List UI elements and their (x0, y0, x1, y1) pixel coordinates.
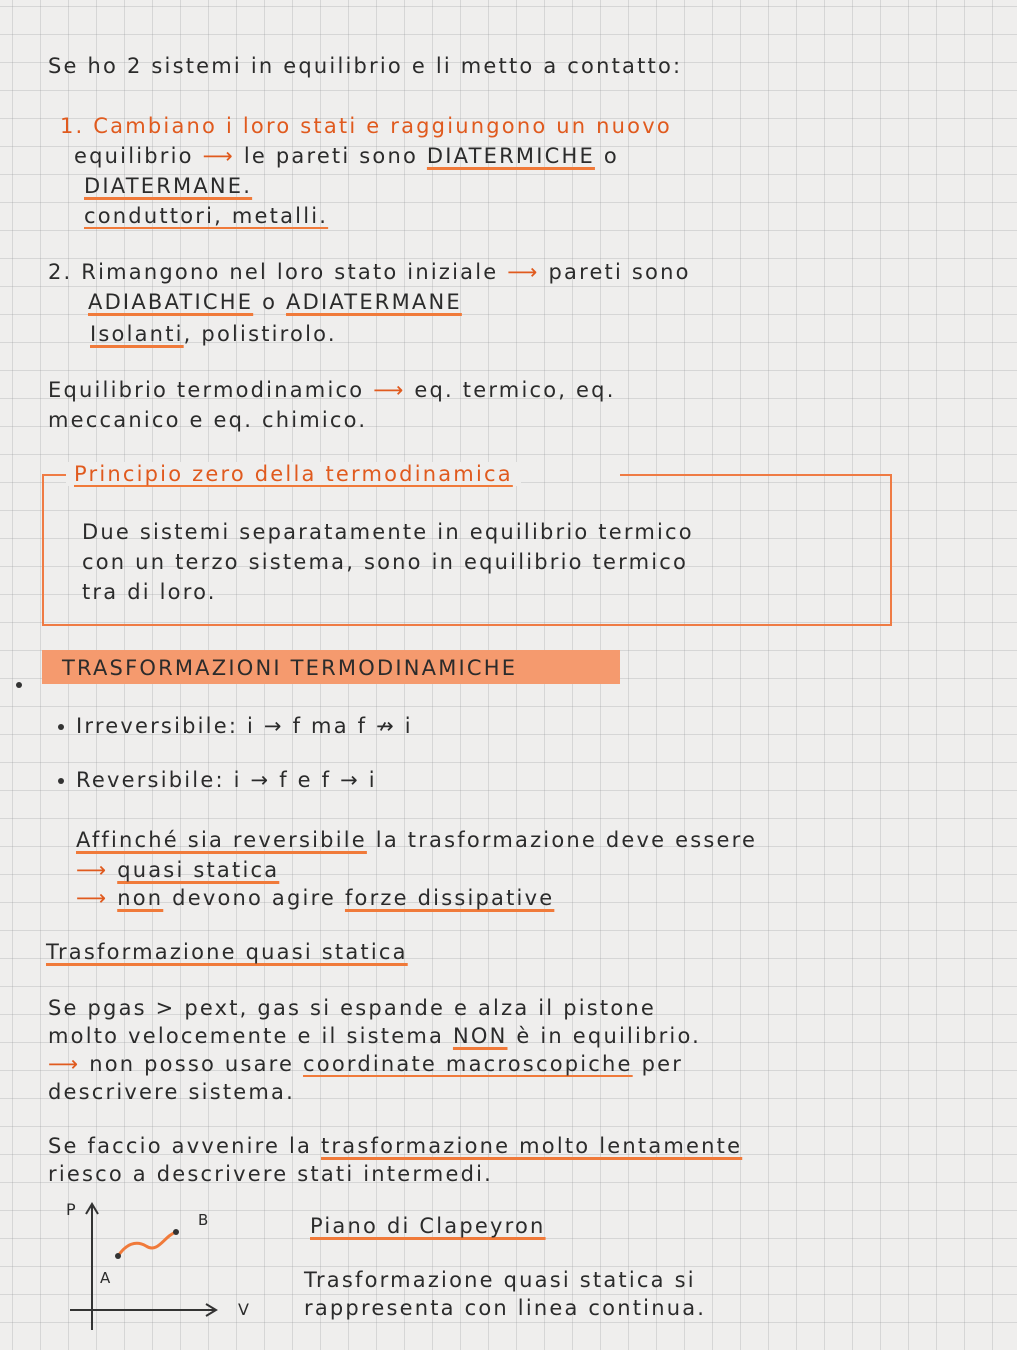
arrow-icon: ⟶ (507, 260, 540, 284)
point-b-dot (173, 1229, 179, 1235)
term-diatermane: DIATERMANE. (84, 174, 253, 198)
transformation-curve (118, 1232, 176, 1256)
reversibile-label: Reversibile: (76, 768, 225, 792)
qs-p1-line1: Se pgas > pext, gas si espande e alza il pistone (48, 996, 657, 1020)
term-adiatermane: ADIATERMANE (286, 290, 462, 314)
point-a-dot (115, 1253, 121, 1259)
arrow-icon: ⟶ (48, 1052, 81, 1076)
item1-line1-text: 1. Cambiano i loro stati e raggiungono un nuovo (60, 114, 672, 138)
principio-title: Principio zero della termodinamica (66, 462, 521, 486)
clapeyron-title: Piano di Clapeyron (310, 1214, 546, 1238)
qs-p1-line4: descrivere sistema. (48, 1080, 295, 1104)
quasi-statica-title: Trasformazione quasi statica (46, 940, 408, 964)
term-diatermiche: DIATERMICHE (426, 144, 595, 168)
qs-p1-line2-a: molto velocemente e il sistema (48, 1024, 445, 1048)
principio-line3: tra di loro. (82, 580, 217, 604)
axis-p-label: P (66, 1200, 78, 1219)
cond2-forze: forze dissipative (344, 886, 555, 910)
arrow-icon: ⟶ (76, 886, 109, 910)
arrow-icon: ⟶ (202, 144, 235, 168)
arrow-icon: ⟶ (76, 858, 109, 882)
clapeyron-desc2 (304, 1294, 706, 1322)
irreversibile-expr: i → f ma f ↛ i (247, 714, 413, 738)
qs-per: per (641, 1052, 684, 1076)
item2-polistirolo: , polistirolo. (183, 322, 337, 346)
equilibrio-term: Equilibrio termodinamico (48, 378, 365, 402)
point-a-label: A (100, 1269, 113, 1287)
item1-examples-text: conduttori, metalli. (84, 204, 329, 228)
axis-v-label: V (238, 1300, 252, 1319)
equilibrio-rest: eq. termico, eq. (414, 378, 616, 402)
intro-line: Se ho 2 sistemi in equilibrio e li metto a contatto: (48, 54, 683, 78)
cond2-devono: devono agire (172, 886, 337, 910)
qs-p1-line2-b: è in equilibrio. (516, 1024, 702, 1048)
clapeyron-desc1: Trasformazione quasi statica si (304, 1268, 696, 1292)
qs-non: NON (452, 1024, 508, 1048)
cond1-text: quasi statica (117, 858, 280, 882)
reversibile-expr: i → f e f → i (233, 768, 377, 792)
term-adiabatiche: ADIABATICHE (88, 290, 254, 314)
principio-line2: con un terzo sistema, sono in equilibrio termico (82, 550, 689, 574)
item1-conj: o (603, 144, 619, 168)
item2-conj: o (262, 290, 278, 314)
arrow-icon: ⟶ (373, 378, 406, 402)
equilibrio-line2: meccanico e eq. chimico. (48, 408, 368, 432)
irreversibile-label: Irreversibile: (76, 714, 239, 738)
principio-line1: Due sistemi separatamente in equilibrio termico (82, 520, 694, 544)
qs-p1-line3-a: non posso usare (89, 1052, 295, 1076)
qs-p2-line1-b: trasformazione molto lentamente (321, 1134, 743, 1158)
trasformazioni-title: TRASFORMAZIONI TERMODINAMICHE (62, 656, 518, 680)
clapeyron-title-wrap (310, 1212, 546, 1240)
item2-pareti: pareti sono (548, 260, 691, 284)
item2-isolanti: Isolanti (90, 322, 184, 346)
item1-pareti: le pareti sono (243, 144, 419, 168)
item1-equilibrio: equilibrio (74, 144, 194, 168)
qs-p2-line2: riesco a descrivere stati intermedi. (48, 1162, 494, 1186)
item2-line1-text: 2. Rimangono nel loro stato iniziale (48, 260, 499, 284)
affinche-term: Affinché sia reversibile (76, 828, 367, 852)
qs-coordinate: coordinate macroscopiche (303, 1052, 633, 1076)
qs-p2-line1-a: Se faccio avvenire la (48, 1134, 313, 1158)
affinche-rest: la trasformazione deve essere (375, 828, 758, 852)
cond2-non: non (117, 886, 164, 910)
clapeyron-desc2-text: rappresenta con linea continua. (304, 1296, 707, 1320)
point-b-label: B (198, 1211, 211, 1229)
